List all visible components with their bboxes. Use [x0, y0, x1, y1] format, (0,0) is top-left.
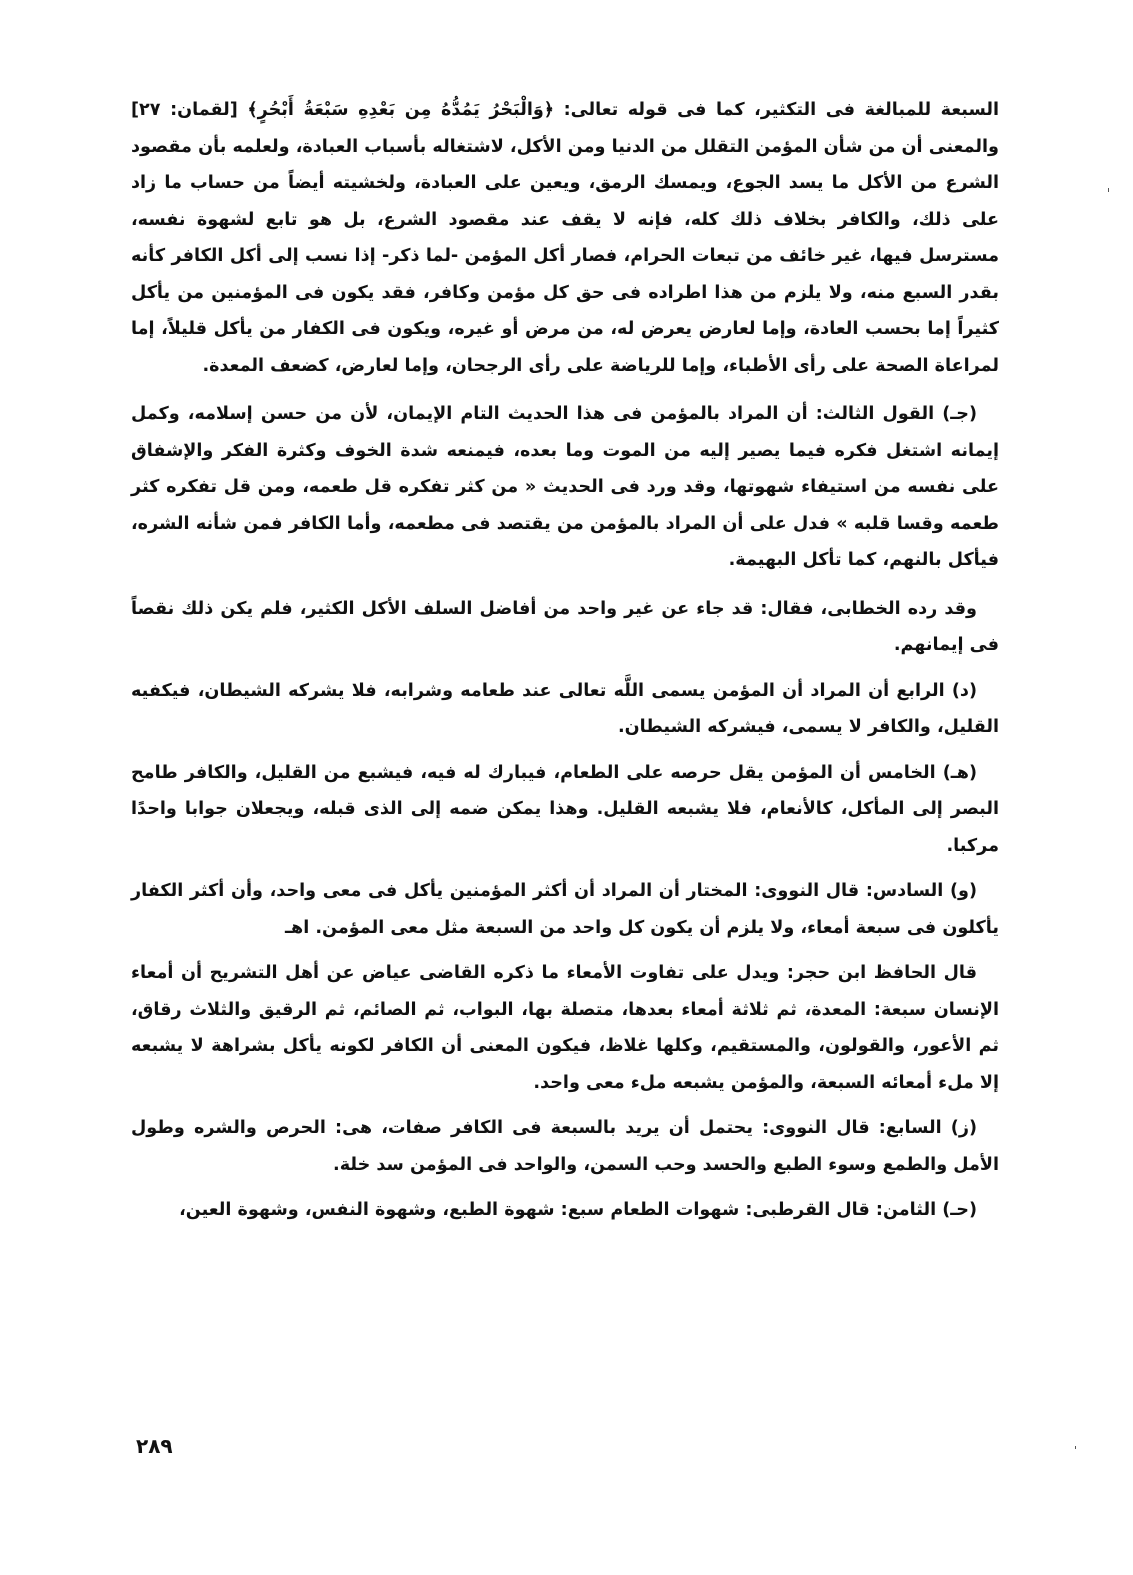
paragraph-2: (جـ) القول الثالث: أن المراد بالمؤمن فى هذا الحديث التام الإيمان، لأن من حسن إسلامه، وكمل إيمانه اشتغل فكره فيما يصير إليه من الموت وما بعده، فيمنعه شدة الخوف وكثرة الفكر والإشفاق على نفسه من استيفاء شهوتها، وقد ورد فى الحديث « من كثر تفكره قل طعمه، ومن قل تفكره كثر طعمه وقسا قلبه » فدل على أن المراد بالمؤمن من يقتصد فى مطعمه، وأما الكافر فمن شأنه الشره، فيأكل بالنهم، كما تأكل البهيمة. [131, 404, 999, 570]
page-body [131, 92, 999, 1229]
paragraph-9: (حـ) الثامن: قال القرطبى: شهوات الطعام سبع: شهوة الطبع، وشهوة النفس، وشهوة العين، [179, 1200, 977, 1220]
paragraph-3: وقد رده الخطابى، فقال: قد جاء عن غير واحد من أفاضل السلف الأكل الكثير، فلم يكن ذلك نقصاً فى إيمانهم. [131, 598, 999, 655]
paragraph-4: (د) الرابع أن المراد أن المؤمن يسمى اللَّه تعالى عند طعامه وشرابه، فلا يشركه الشيطان، فيكفيه القليل، والكافر لا يسمى، فيشركه الشيطان. [131, 680, 999, 737]
paragraph-7: قال الحافظ ابن حجر: ويدل على تفاوت الأمعاء ما ذكره القاضى عياض عن أهل التشريح أن أمعاء الإنسان سبعة: المعدة، ثم ثلاثة أمعاء بعدها، متصلة بها، البواب، ثم الصائم، ثم الرقيق والثلاث رقاق، ثم الأعور، والقولون، والمستقيم، وكلها غلاظ، فيكون المعنى أن الكافر لكونه يأكل بشراهة لا يشبعه إلا ملء أمعائه السبعة، والمؤمن يشبعه ملء معى واحد. [131, 963, 999, 1093]
scan-speck [1108, 188, 1109, 192]
page-number: ٢٨٩ [136, 1434, 173, 1458]
paragraph-1: السبعة للمبالغة فى التكثير، كما فى قوله تعالى: ﴿وَالْبَحْرُ يَمُدُّهُ مِن بَعْدِهِ سَبْعَةُ أَبْحُرٍ﴾ [لقمان: ٢٧] والمعنى أن من شأن المؤمن التقلل من الدنيا ومن الأكل، لاشتغاله بأسباب العبادة، ولعلمه بأن مقصود الشرع من الأكل ما يسد الجوع، ويمسك الرمق، ويعين على العبادة، ولخشيته أيضاً من حساب ما زاد على ذلك، والكافر بخلاف ذلك كله، فإنه لا يقف عند مقصود الشرع، بل هو تابع لشهوة نفسه، مسترسل فيها، غير خائف من تبعات الحرام، فصار أكل المؤمن -لما ذكر- إذا نسب إلى أكل الكافر كأنه بقدر السبع منه، ولا يلزم من هذا اطراده فى حق كل مؤمن وكافر، فقد يكون فى المؤمنين من يأكل كثيراً إما بحسب العادة، وإما لعارض يعرض له، من مرض أو غيره، ويكون فى الكفار من يأكل قليلاً، إما لمراعاة الصحة على رأى الأطباء، وإما للرياضة على رأى الرجحان، وإما لعارض، كضعف المعدة. [131, 100, 999, 376]
paragraph-8: (ز) السابع: قال النووى: يحتمل أن يريد بالسبعة فى الكافر صفات، هى: الحرص والشره وطول الأمل والطمع وسوء الطبع والحسد وحب السمن، والواحد فى المؤمن سد خلة. [131, 1118, 999, 1175]
paragraph-5: (هـ) الخامس أن المؤمن يقل حرصه على الطعام، فيبارك له فيه، فيشبع من القليل، والكافر طامح البصر إلى المأكل، كالأنعام، فلا يشبعه القليل. وهذا يمكن ضمه إلى الذى قبله، ويجعلان جوابا واحدًا مركبا. [131, 762, 999, 856]
paragraph-6: (و) السادس: قال النووى: المختار أن المراد أن أكثر المؤمنين يأكل فى معى واحد، وأن أكثر الكفار يأكلون فى سبعة أمعاء، ولا يلزم أن يكون كل واحد من السبعة مثل معى المؤمن. اهـ [131, 881, 999, 938]
scan-speck [1075, 1446, 1076, 1449]
